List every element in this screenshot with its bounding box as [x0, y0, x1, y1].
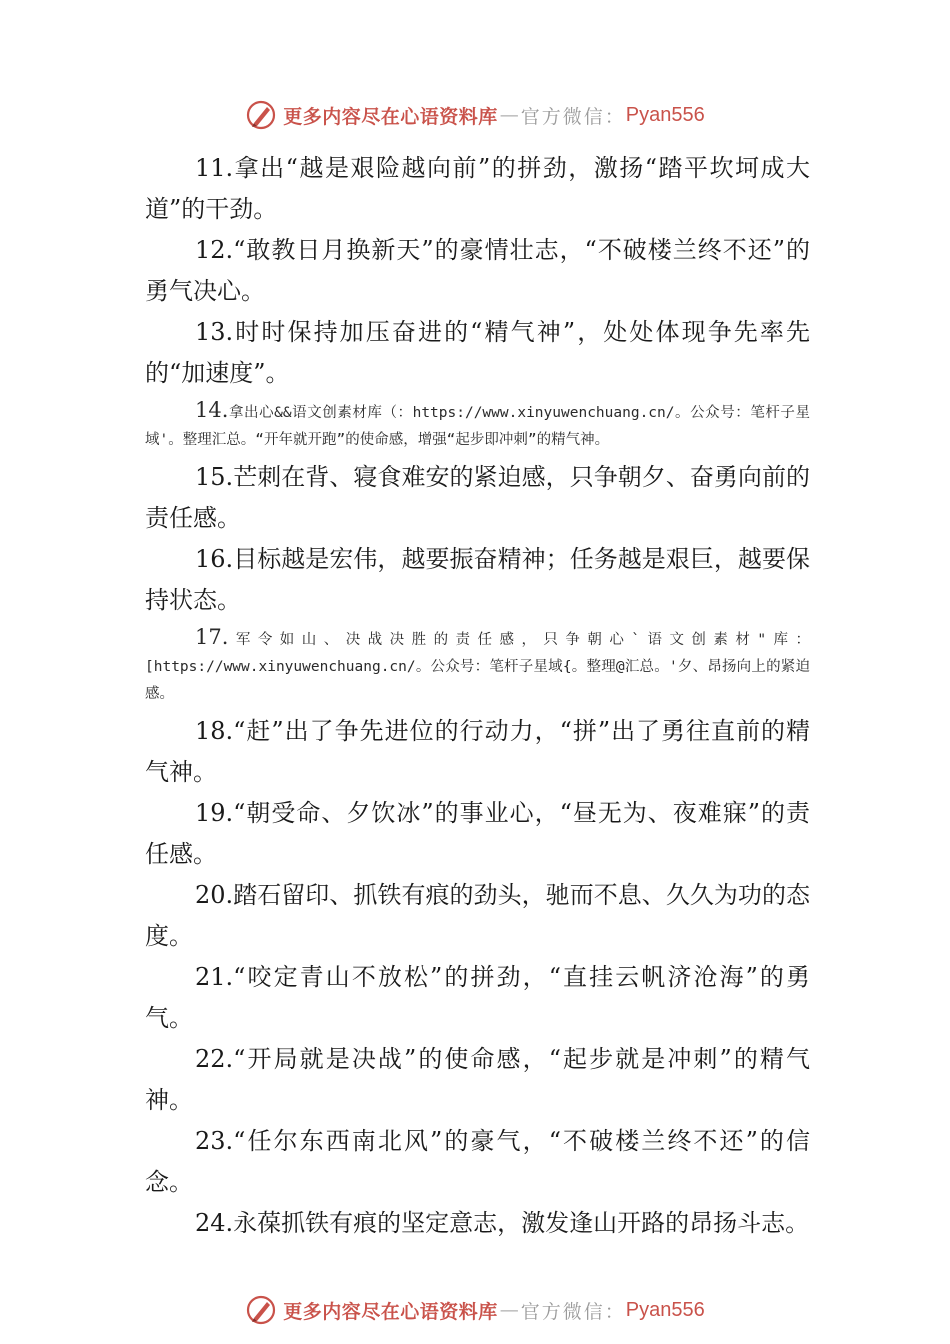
item-text: “任尔东西南北风”的豪气，“不破楼兰终不还”的信念。	[145, 1127, 810, 1196]
list-item	[145, 394, 810, 457]
item-text: 芒刺在背、寝食难安的紧迫感，只争朝夕、奋勇向前的责任感。	[145, 463, 810, 532]
list-item	[145, 875, 810, 957]
list-item	[145, 793, 810, 875]
item-text: 踏石留印、抓铁有痕的劲头，驰而不息、久久为功的态度。	[145, 881, 810, 950]
item-text: “敢教日月换新天”的豪情壮志，“不破楼兰终不还”的勇气决心。	[145, 236, 810, 305]
list-item	[145, 230, 810, 312]
item-text: “咬定青山不放松”的拼劲，“直挂云帆济沧海”的勇气。	[145, 963, 810, 1032]
watermark-brand: 更多内容尽在心语资料库	[283, 1300, 498, 1323]
item-text: “开局就是决战”的使命感，“起步就是冲刺”的精气神。	[145, 1045, 810, 1114]
item-text: 永葆抓铁有痕的坚定意志，激发逢山开路的昂扬斗志。	[233, 1209, 810, 1237]
list-item	[145, 711, 810, 793]
item-number: 14.	[195, 398, 229, 422]
item-number: 19.	[195, 799, 234, 827]
item-number: 24.	[195, 1209, 234, 1237]
item-number: 17.	[195, 625, 229, 649]
item-text: 军令如山、决战决胜的责任感，只争朝心`语文创素材"库：[https://www.xinyuwenchuang.cn/。公众号：笔杆子星域{。整理@汇总。'夕、昂扬向上的紧迫感。	[145, 632, 810, 702]
header-watermark	[0, 95, 950, 135]
item-text: 时时保持加压奋进的“精气神”，处处体现争先率先的“加速度”。	[145, 318, 810, 387]
list-item	[145, 621, 810, 711]
footer-watermark	[0, 1290, 950, 1330]
item-text: “朝受命、夕饮冰”的事业心，“昼无为、夜难寐”的责任感。	[145, 799, 810, 868]
item-text: 拿出心&&语文创素材库（：https://www.xinyuwenchuang.cn/。公众号：笔杆子星域'。整理汇总。“开年就开跑”的使命感，增强“起步即冲刺”的精气神。	[145, 405, 810, 448]
list-item	[145, 1203, 810, 1244]
pen-logo-icon	[245, 1294, 277, 1326]
watermark-dash: —	[499, 104, 519, 126]
item-number: 18.	[195, 717, 234, 745]
watermark-label: 官方微信：	[520, 105, 626, 128]
item-number: 13.	[195, 318, 234, 346]
watermark-dash: —	[499, 1299, 519, 1321]
watermark-id: Pyan556	[625, 1298, 705, 1321]
item-text: “赶”出了争先进位的行动力，“拼”出了勇往直前的精气神。	[145, 717, 810, 786]
watermark-id: Pyan556	[625, 103, 705, 126]
list-item	[145, 957, 810, 1039]
watermark-brand: 更多内容尽在心语资料库	[283, 105, 498, 128]
item-text: 目标越是宏伟，越要振奋精神；任务越是艰巨，越要保持状态。	[145, 545, 810, 614]
item-number: 21.	[195, 963, 234, 991]
item-number: 16.	[195, 545, 234, 573]
item-number: 23.	[195, 1127, 234, 1155]
pen-logo-icon	[245, 99, 277, 131]
item-number: 12.	[195, 236, 234, 264]
list-item	[145, 148, 810, 230]
list-item	[145, 457, 810, 539]
item-number: 11.	[195, 154, 234, 182]
list-item	[145, 1039, 810, 1121]
item-number: 15.	[195, 463, 234, 491]
list-item	[145, 539, 810, 621]
watermark-label: 官方微信：	[520, 1300, 626, 1323]
list-item	[145, 1121, 810, 1203]
item-number: 20.	[195, 881, 234, 909]
document-body	[145, 148, 810, 1244]
item-number: 22.	[195, 1045, 234, 1073]
list-item	[145, 312, 810, 394]
item-text: 拿出“越是艰险越向前”的拼劲，激扬“踏平坎坷成大道”的干劲。	[145, 154, 810, 223]
